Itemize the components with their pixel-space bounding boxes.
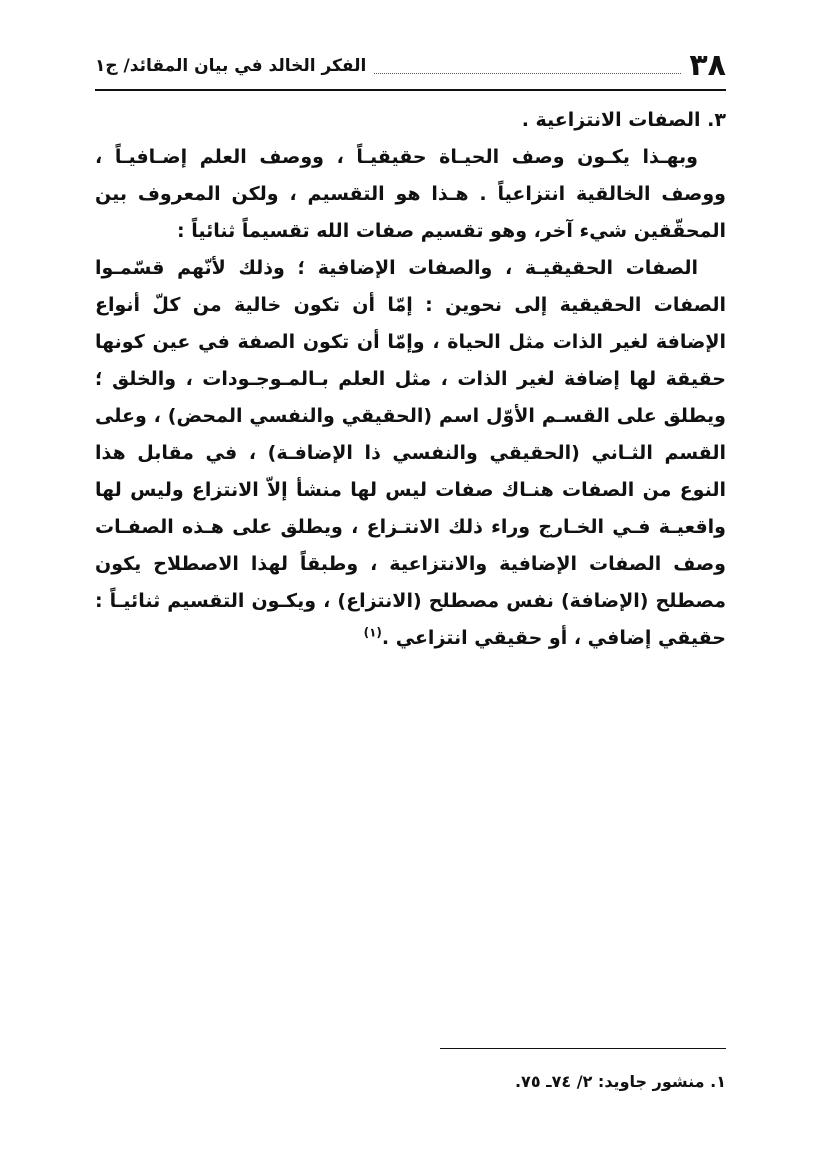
footnote: ١. منشور جاويد: ٢/ ٧٤ـ ٧٥. [514, 1072, 726, 1091]
footnote-marker: (١) [363, 625, 382, 640]
paragraph-3 [95, 250, 726, 657]
footnote-rule [440, 1048, 726, 1049]
page-number: ٣٨ [689, 48, 726, 83]
paragraph-1: ٣. الصفات الانتزاعية . [521, 109, 726, 131]
body-text [95, 102, 726, 657]
header-rule [95, 89, 726, 91]
book-title: الفكر الخالد في بيان المقائد/ ج١ [95, 56, 367, 76]
paragraph-2: وبهـذا يكـون وصف الحيـاة حقيقيـاً ، ووصف العلم إضـافيـاً ، ووصف الخالقية انتزاعياً . هـذا هو التقسيم ، ولكن المعروف بين المحقّقين شيء آخر، وهو تقسيم صفات الله تقسيماً ثنائياً : [95, 146, 726, 242]
running-header [95, 38, 726, 86]
dot-leader [374, 72, 681, 74]
paragraph-3-text: الصفات الحقيقيـة ، والصفات الإضافية ؛ وذلك لأنّهم قسّمـوا الصفات الحقيقية إلى نحوين : إمّا أن تكون خالية من كلّ أنواع الإضافة لغير الذات مثل الحياة ، وإمّا أن تكون الصفة في عين كونها حقيقة لها إضافة لغير الذات ، مثل العلم بـالمـوجـودات ، والخلق ؛ ويطلق على القسـم الأوّل اسم (الحقيقي والنفسي المحض) ، وعلى القسم الثـاني (الحقيقي والنفسي ذا الإضافـة) ، في مقابل هذا النوع من الصفات هنـاك صفات ليس لها منشأ إلاّ الانتزاع وليس لها واقعيـة فـي الخـارج وراء ذلك الانتـزاع ، ويطلق على هـذه الصفـات وصف الصفات الإضافية والانتزاعية ، وطبقاً لهذا الاصطلاح يكون مصطلح (الإضافة) نفس مصطلح (الانتزاع) ، ويكـون التقسيم ثنائيـاً : حقيقي إضافي ، أو حقيقي انتزاعي . [95, 257, 726, 649]
